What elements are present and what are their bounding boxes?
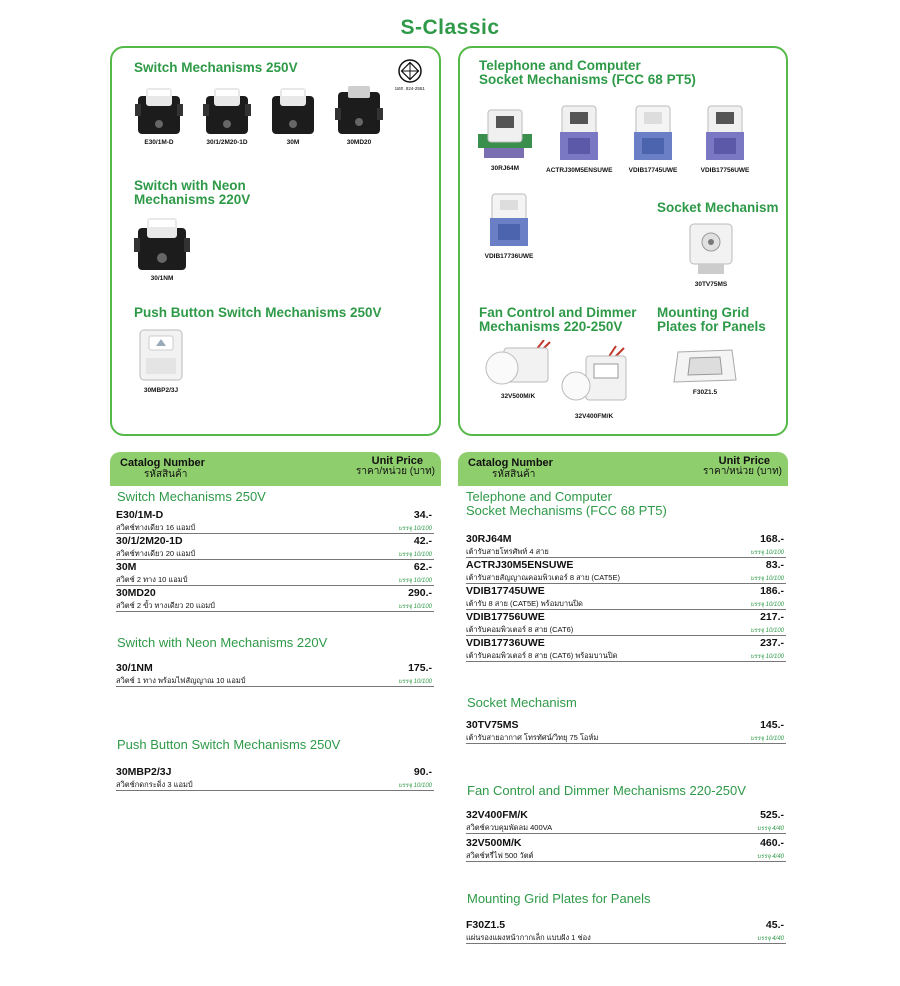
product-label: VDIB17756UWE <box>700 167 750 174</box>
section-title: Push Button Switch Mechanisms 250V <box>117 737 341 752</box>
product-30-1-2M20-1D <box>202 84 252 146</box>
push-button-title: Push Button Switch Mechanisms 250V <box>134 305 382 320</box>
section-title: Switch Mechanisms 250V <box>117 489 266 504</box>
product-label: 30/1NM <box>150 275 174 282</box>
table-row <box>466 558 786 584</box>
item-price: 217.- <box>760 611 784 623</box>
section-title: Switch with Neon Mechanisms 220V <box>117 635 328 650</box>
table-row <box>116 765 434 791</box>
item-price: 45.- <box>765 919 784 931</box>
catalog-number-thai-header: รหัสสินค้า <box>492 469 536 480</box>
pack-size: บรรจุ 10/100 <box>398 604 432 610</box>
product-30RJ64M <box>474 104 536 172</box>
rj-socket-image <box>474 104 536 162</box>
item-description: สวิตช์ทางเดียว 16 แอมป์ <box>116 523 196 532</box>
item-description: เต้ารับสายอากาศ โทรทัศน์/วิทยุ 75 โอห์ม <box>466 733 599 742</box>
catalog-code: 30/1NM <box>116 662 153 674</box>
product-30MD20 <box>334 84 384 146</box>
switch-mechanism-image <box>132 214 192 272</box>
product-VDIB17756UWE <box>700 102 750 174</box>
left-product-panel <box>110 46 441 436</box>
switch-neon-title: Switch with Neon Mechanisms 220V <box>134 178 251 207</box>
item-description: สวิตช์ 1 ทาง พร้อมไฟสัญญาณ 10 แอมป์ <box>116 676 246 685</box>
catalog-number-header: Catalog Number <box>120 457 205 469</box>
catalog-code: VDIB17756UWE <box>466 611 545 623</box>
item-price: 34.- <box>413 509 432 521</box>
left-table-header <box>110 452 441 486</box>
product-30TV75MS <box>684 220 738 288</box>
dimmer-image <box>480 340 556 390</box>
cert-label: มอก. 824-2551 <box>395 86 425 91</box>
catalog-code: 32V400FM/K <box>466 809 528 821</box>
tis-certification-icon <box>397 58 423 84</box>
table-row <box>116 661 434 687</box>
item-description: เต้ารับคอมพิวเตอร์ 8 สาย (CAT6) พร้อมบานปิด <box>466 651 618 660</box>
catalog-code: 30/1/2M20-1D <box>116 535 183 547</box>
product-label: 30RJ64M <box>490 165 520 172</box>
pack-size: บรรจุ 4/40 <box>756 854 784 860</box>
pack-size: บรรจุ 10/100 <box>398 783 432 789</box>
socket-mechanism-title: Socket Mechanism <box>657 200 779 215</box>
unit-price-header: Unit Price <box>718 455 770 467</box>
mounting-grid-image <box>670 346 740 386</box>
switch-mechanisms-title: Switch Mechanisms 250V <box>134 60 298 75</box>
catalog-code: 30RJ64M <box>466 533 512 545</box>
table-row <box>466 718 786 744</box>
catalog-code: VDIB17736UWE <box>466 637 545 649</box>
product-30M <box>268 84 318 146</box>
table-row <box>466 808 786 834</box>
catalog-code: ACTRJ30M5ENSUWE <box>466 559 574 571</box>
product-VDIB17745UWE <box>628 102 678 174</box>
switch-mechanism-image <box>202 84 252 136</box>
section-title: Telephone and Computer Socket Mechanisms (FCC 68 PT5) <box>466 489 667 518</box>
push-button-image <box>136 326 186 384</box>
table-row <box>466 636 786 662</box>
pack-size: บรรจุ 10/100 <box>750 602 784 608</box>
switch-mechanism-image <box>334 84 384 136</box>
table-row <box>466 836 786 862</box>
right-product-panel <box>458 46 788 436</box>
table-row <box>466 532 786 558</box>
item-price: 42.- <box>413 535 432 547</box>
pack-size: บรรจุ 4/40 <box>756 826 784 832</box>
catalog-code: 30M <box>116 561 137 573</box>
product-32V400FM-K <box>556 344 632 420</box>
section-title: Mounting Grid Plates for Panels <box>467 891 651 906</box>
item-price: 83.- <box>765 559 784 571</box>
telephone-socket-title: Telephone and Computer Socket Mechanisms (FCC 68 PT5) <box>479 58 696 87</box>
item-price: 237.- <box>760 637 784 649</box>
product-label: E30/1M-D <box>144 139 174 146</box>
item-price: 90.- <box>413 766 432 778</box>
product-label: ACTRJ30M5ENSUWE <box>546 167 613 174</box>
pack-size: บรรจุ 10/100 <box>750 550 784 556</box>
catalog-code: F30Z1.5 <box>466 919 506 931</box>
product-30-1NM <box>132 214 192 282</box>
mounting-grid-title: Mounting Grid Plates for Panels <box>657 305 766 334</box>
pack-size: บรรจุ 10/100 <box>398 679 432 685</box>
catalog-code: VDIB17745UWE <box>466 585 545 597</box>
catalog-code: 30TV75MS <box>466 719 519 731</box>
item-price: 460.- <box>760 837 784 849</box>
tv-socket-image <box>684 220 738 278</box>
catalog-number-thai-header: รหัสสินค้า <box>144 469 188 480</box>
item-description: สวิตช์ทางเดียว 20 แอมป์ <box>116 549 196 558</box>
switch-mechanism-image <box>268 84 318 136</box>
product-label: 30MD20 <box>346 139 372 146</box>
item-price: 175.- <box>408 662 432 674</box>
section-title: Fan Control and Dimmer Mechanisms 220-250V <box>467 783 746 798</box>
fan-control-title: Fan Control and Dimmer Mechanisms 220-250V <box>479 305 637 334</box>
catalog-code: E30/1M-D <box>116 509 164 521</box>
item-description: สวิตช์ควบคุมพัดลม 400VA <box>466 823 553 832</box>
item-description: สวิตช์ 2 ทาง 10 แอมป์ <box>116 575 188 584</box>
product-VDIB17736UWE <box>484 190 534 260</box>
item-price: 525.- <box>760 809 784 821</box>
item-price: 290.- <box>408 587 432 599</box>
item-price: 168.- <box>760 533 784 545</box>
product-label: F30Z1.5 <box>692 389 718 396</box>
product-F30Z1-5 <box>670 346 740 396</box>
product-30MBP2-3J <box>136 326 186 394</box>
pack-size: บรรจุ 10/100 <box>750 736 784 742</box>
item-description: สวิตช์กดกระดิ่ง 3 แอมป์ <box>116 780 193 789</box>
product-ACTRJ30M5ENSUWE <box>546 102 612 174</box>
page-title: S-Classic <box>400 16 500 39</box>
catalog-code: 32V500M/K <box>466 837 522 849</box>
item-description: เต้ารับ 8 สาย (CAT5E) พร้อมบานปิด <box>466 599 583 608</box>
item-price: 186.- <box>760 585 784 597</box>
product-label: 30MBP2/3J <box>143 387 179 394</box>
unit-price-thai-header: ราคา/หน่วย (บาท) <box>356 466 435 477</box>
product-label: 30M <box>286 139 300 146</box>
item-price: 62.- <box>413 561 432 573</box>
cert-mark <box>395 58 425 92</box>
product-32V500M-K <box>480 340 556 400</box>
table-row <box>466 584 786 610</box>
item-description: สวิตช์หรี่ไฟ 500 วัตต์ <box>466 851 534 860</box>
pack-size: บรรจุ 10/100 <box>750 654 784 660</box>
table-row <box>116 560 434 586</box>
item-price: 145.- <box>760 719 784 731</box>
pack-size: บรรจุ 10/100 <box>398 526 432 532</box>
unit-price-thai-header: ราคา/หน่วย (บาท) <box>703 466 782 477</box>
fan-control-image <box>556 344 632 410</box>
catalog-number-header: Catalog Number <box>468 457 553 469</box>
catalog-code: 30MBP2/3J <box>116 766 172 778</box>
pack-size: บรรจุ 10/100 <box>398 578 432 584</box>
rj-socket-image <box>484 190 534 250</box>
right-table-header <box>458 452 788 486</box>
rj-socket-image <box>554 102 604 164</box>
table-row <box>116 586 434 612</box>
section-title: Socket Mechanism <box>467 695 577 710</box>
pack-size: บรรจุ 10/100 <box>398 552 432 558</box>
table-row <box>116 508 434 534</box>
item-description: สวิตช์ 2 ขั้ว ทางเดียว 20 แอมป์ <box>116 601 215 610</box>
rj-socket-image <box>628 102 678 164</box>
product-E30-1M-D <box>134 84 184 146</box>
pack-size: บรรจุ 10/100 <box>750 628 784 634</box>
product-label: 32V400FM/K <box>574 413 614 420</box>
product-label: VDIB17745UWE <box>628 167 678 174</box>
table-row <box>116 534 434 560</box>
rj-socket-image <box>700 102 750 164</box>
item-description: เต้ารับคอมพิวเตอร์ 8 สาย (CAT6) <box>466 625 574 634</box>
table-row <box>466 918 786 944</box>
product-label: 30TV75MS <box>694 281 728 288</box>
item-description: แผ่นรองแผงหน้ากากเล็ก แบบฝัง 1 ช่อง <box>466 933 591 942</box>
unit-price-header: Unit Price <box>371 455 423 467</box>
pack-size: บรรจุ 4/40 <box>756 936 784 942</box>
product-label: 30/1/2M20-1D <box>206 139 248 146</box>
table-row <box>466 610 786 636</box>
pack-size: บรรจุ 10/100 <box>750 576 784 582</box>
item-description: เต้ารับสายโทรศัพท์ 4 สาย <box>466 547 549 556</box>
product-label: VDIB17736UWE <box>484 253 534 260</box>
switch-mechanism-image <box>134 84 184 136</box>
catalog-code: 30MD20 <box>116 587 156 599</box>
item-description: เต้ารับสายสัญญาณคอมพิวเตอร์ 8 สาย (CAT5E) <box>466 573 620 582</box>
product-label: 32V500M/K <box>500 393 536 400</box>
